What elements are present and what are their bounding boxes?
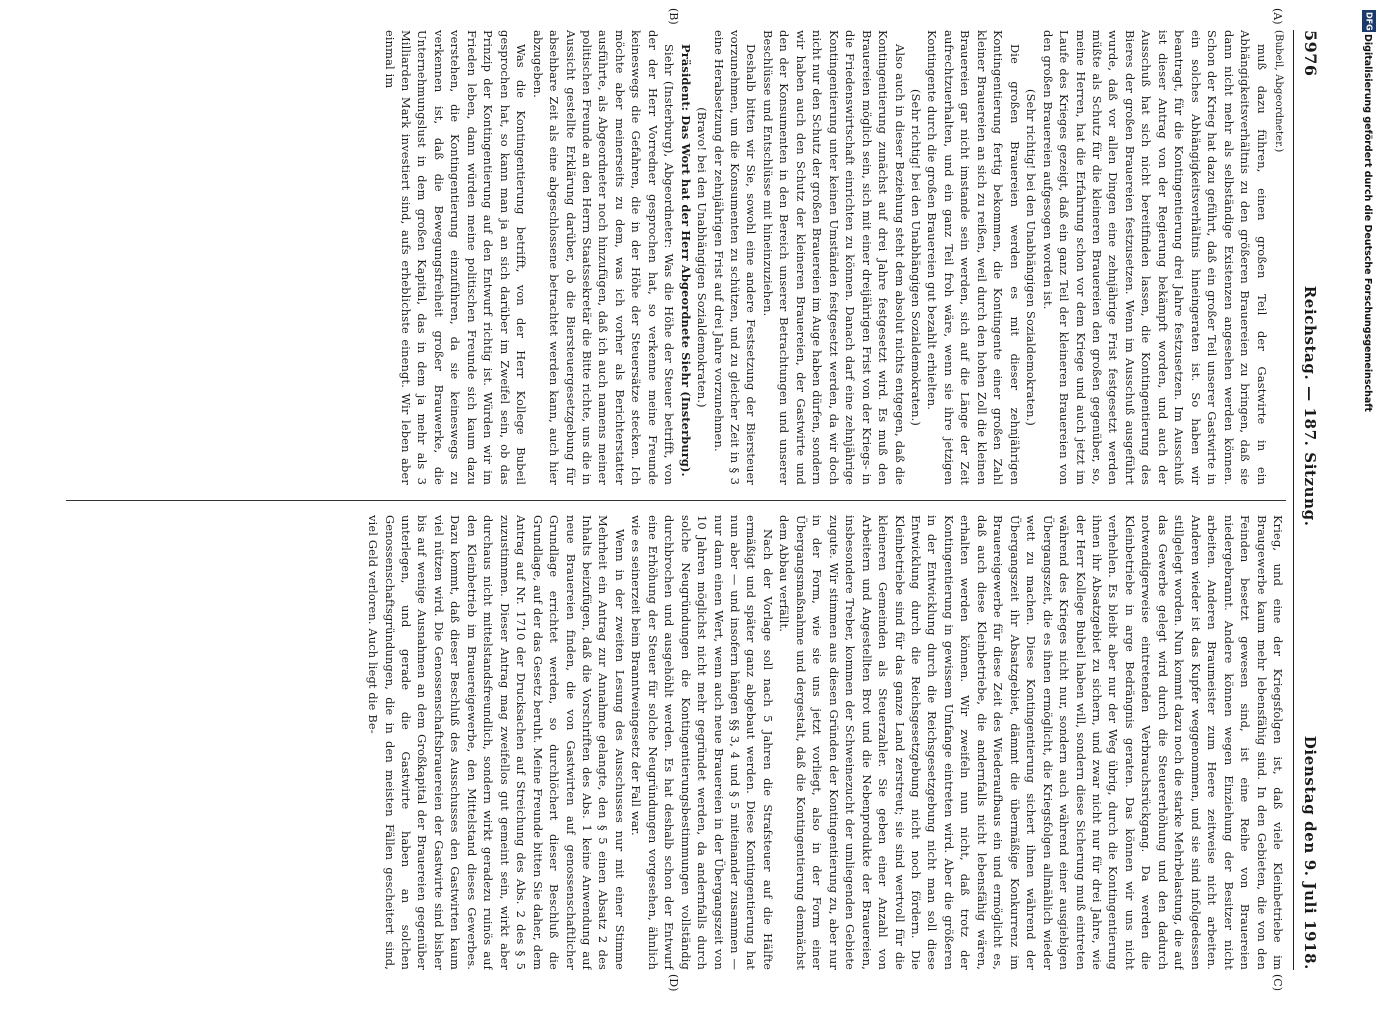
page-number: 5976 <box>1301 30 1320 77</box>
paragraph: Wenn in der zweiten Lesung des Ausschusses nur mit einer Stimme Mehrheit ein Antrag zur Annahme gelangte, den § 5 einen Absatz 2 des Inhalts beizufügen, daß die Vorschriften des Abs. 1 keine Anwendung auf neue Brauereien finden, die von Gastwirten auf genossenschaftlicher Grundlage errichtet werden, so durchlöchert dieser Beschluß die Grundlage, auf der das Gesetz beruht. Meine Freunde bitten Sie daher, dem Antrag auf Nr. 1710 der Drucksachen auf Streichung des Abs. 2 des § 5 zuzustimmen. Dieser Antrag mag zweifellos gut gemeint sein, wirkt aber durchaus nicht mittelstandsfreundlich, sondern wirkt geradezu ruinös auf den Kleinbetrieb im Brauereigewerbe, den Mittelstand dieses Gewerbes. Dazu kommt, daß dieser Beschluß des Ausschusses den Gastwirten kaum viel nützen wird. Die Genossenschaftsbrauereien der Gastwirte sind bisher bis auf wenige Ausnahmen an dem Großkapital der Brauereien gegenüber unterlegen, und gerade die Gastwirte haben an solchen Genossenschaftsgründungen, die in den meisten Fällen gescheitert sind, viel Geld verloren. Auch liegt die Be- <box>366 515 627 970</box>
paragraph: Die großen Brauereien werden es mit dieser zehnjährigen Kontingentierung fertig bekommen, die Kontingente einer großen Zahl kleiner Brauereien an sich zu reißen, weil durch den hohen Zoll die kleinen Brauereien gar nicht imstande sein werden, sich auf die Länge der Zeit aufrechtzuerhalten, und ein ganz Teil froh wäre, wenn sie ihre jetzigen Kontingente durch die großen Brauereien gut bezahlt erhielten. <box>925 30 1022 485</box>
margin-label-c: (C) <box>1271 974 1284 991</box>
interjection: (Bravo! bei den Unabhängigen Sozialdemokraten.) <box>695 107 710 408</box>
paragraph: Deshalb bitten wir Sie, sowohl eine andere Festsetzung der Biersteuer vorzunehmen, um die Konsumenten zu schützen, und zu gleicher Zeit in § 3 eine Herabsetzung der zehnjährigen Frist auf drei Jahre vorzunehmen. <box>711 30 759 485</box>
margin-label-d: (D) <box>667 974 680 992</box>
page-header <box>1296 30 1320 970</box>
digitization-credit <box>1357 8 1377 992</box>
scanned-page <box>50 8 1320 992</box>
margin-label-a: (A) <box>1271 8 1284 25</box>
session-date: Dienstag den 9. Juli 1918. <box>1301 735 1319 970</box>
paragraph: muß dazu führen, einen großen Teil der Gastwirte in ein Abhängigkeitsverhältnis zu den größeren Brauereien zu bringen, daß sie dann nicht mehr als selbständige Existenzen angesehen werden können. Schon der Krieg hat dazu geführt, daß ein großer Teil unserer Gastwirte in ein solches Abhängigkeitsverhältnis hineingeraten ist. So haben wir beantragt, für die Kontingentierung drei Jahre festzusetzen. Im Ausschuß ist dieser Antrag von der Regierung bekämpft worden, und auch der Ausschuß hat sich nicht bereitfinden lassen, die Kontingentierung des Bieres der großen Brauereien festzusetzen. Wenn im Ausschuß ausgeführt wurde, daß vor allen Dingen eine zehnjährige Frist festgesetzt werden müßte als Schutz für die kleineren Brauereien den großen gegenüber, so, meine Herren, hat die Erfahrung schon vor dem Kriege und auch jetzt im Laufe des Krieges gezeigt, daß ein ganz Teil der kleineren Brauereien von den großen Brauereien aufgesogen worden ist. <box>1040 30 1269 485</box>
paragraph: Was die Kontingentierung betrifft, von der Herr Kollege Bubeil gesprochen hat, so kann man ja an sich darüber im Zweifel sein, ob das Prinzip der Kontingentierung auf den Entwurf richtig ist. Würden wir im Frieden leben, dann würden meine politischen Freunde sich kaum dazu verstehen, die Kontingentierung einzuführen, da sie keineswegs zu verkennen ist, daß die Bewegungsfreiheit großer Brauwerke, die Unternehmungslust in dem großen Kapital, das in dem ja mehr als 3 Milliarden Mark investiert sind, aufs erheblichste einengt. Wir leben aber einmal im <box>382 30 529 485</box>
paragraph: Also auch in dieser Beziehung steht dem absolut nichts entgegen, daß die Kontingentierung zunächst auf drei Jahre festgesetzt wird. Es muß den Brauereien möglich sein, sich mit einer dreijährigen Frist von der Kriegs- in die Friedenswirtschaft einrichten zu können. Danach darf eine zehnjährige Kontingentierung unter keinen Umständen festgesetzt werden, da wir doch nicht nur den Schutz der großen Brauereien im Auge haben dürfen, sondern wir haben auch den Schutz der kleineren Brauereien, der Gastwirte und den der Konsumenten in den Bereich unserer Betrachtungen und unserer Beschlüsse und Entschlüsse mit hineinzuziehen. <box>760 30 907 485</box>
paragraph: Siehr (Insterburg), Abgeordneter: Was die Höhe der Steuer betrifft, von der der Herr Vorredner gesprochen hat, so verkenne meine Freunde keineswegs die Gefahren, die in der Höhe der Steuersätze stecken. Ich möchte aber meinerseits zu dem, was ich vorher als Berichterstatter ausführte, als Abgeordneter noch hinzufügen, daß ich auch namens meiner politischen Freunde an den Herrn Staatssekretär die Bitte richte, uns die in Aussicht gestellte Erklärung darüber, ob die Biersteuergesetzgebung für absehbare Zeit als eine abgeschlossene betrachtet werden kann, auch hier abzugeben. <box>530 30 677 485</box>
interjection: (Sehr richtig! bei den Unabhängigen Sozialdemokraten.) <box>909 89 924 426</box>
column-divider <box>66 500 1286 501</box>
president-statement: Präsident: Das Wort hat der Herr Abgeordnete Siehr (Insterburg). <box>678 44 693 477</box>
header-rule <box>1293 30 1294 970</box>
left-column <box>66 30 1286 485</box>
paragraph: Nach der Vorlage soll nach 5 Jahren die Strafsteuer auf die Hälfte ermäßigt und später ganz abgebaut werden. Diese Kontingentierung hat nun aber — und insofern hängen §§ 3, 4 und § 5 miteinander zusammen — nur dann einen Wert, wenn auch neue Brauereien in der Übergangszeit von 10 Jahren möglichst nicht mehr gegründet werden, da andernfalls durch solche Neugründungen die Kontingentierungsbestimmungen vollständig durchbrochen und ausgehöhlt werden. Es hat deshalb schon der Entwurf eine Erhöhung der Steuer für solche Neugründungen vorgesehen, ähnlich wie es seinerzeit beim Branntweingesetz der Fall war. <box>629 515 775 970</box>
margin-label-b: (B) <box>667 8 680 25</box>
paragraph: Krieg, und eine der Kriegsfolgen ist, daß viele Kleinbetriebe im Braugewerbe kaum mehr lebensfähig sind. In den Gebieten, die von den Feinden besetzt gewesen sind, ist eine Reihe von Brauereien niedergebrannt. Andere können wegen Einziehung der Besitzer nicht arbeiten. Anderen Braumeister zum Heere zeitweise nicht arbeiten. Anderen wieder ist das Kupfer weggenommen, und sie sind infolgedessen stillgelegt worden. Nun kommt dazu noch die starke Mehrbelastung, die auf das Gewerbe gelegt wird durch die Steuererhöhung und den dadurch notwendigerweise eintretenden Verbrauchsrückgang. Da werden die Kleinbetriebe in arge Bedrängnis geraten. Das können wir uns nicht verhehlen. Es bleibt aber nur der Weg übrig, durch die Kontingentierung ihnen ihr Absatzgebiet zu sichern, und zwar nicht nur für drei Jahre, wie der Herr Kollege Bubeil haben will, sondern diese Sicherung muß eintreten während des Krieges nicht nur, sondern auch während einer ausgiebigen Übergangszeit, die es ihnen ermöglicht, die Kriegsfolgen allmählich wieder wett zu machen. Diese Kontingentierung sichert ihnen während der Übergangszeit ihr Absatzgebiet, dämmt die übermäßige Konkurrenz im Brauereigewerbe für diese Zeit des Wiederaufbaus ein und ermöglicht es, daß auch diese Kleinbetriebe, die andernfalls nicht lebensfähig wären, erhalten werden können. Wir zweifeln nun nicht, daß trotz der Kontingentierung in gewissem Umfange eintreten wird. Aber die größeren in der Entwicklung durch die Reichsgesetzgebung nicht man soll diese Entwicklung durch die Reichsgesetzgebung nicht noch fördern. Die Kleinbetriebe sind für das ganze Land zerstreut; sie sind wertvoll für die kleineren Gemeinden als Steuerzahler. Sie geben einer Anzahl von Arbeitern und Angestellten Brot und die Nebenprodukte der Brauereien, insbesondere Treber, kommen der Schweinezucht der umliegenden Gebiete zugute. Wir stimmen aus diesen Gründen der Kontingentierung zu, aber nur in der Form, wie sie uns jetzt vorliegt, also in der Form einer Übergangsmaßnahme und dergestalt, daß die Kontingentierung demnächst dem Abbau verfällt. <box>777 515 1285 970</box>
speaker-continued: (Bubeil, Abgeordneter.) <box>1273 30 1284 153</box>
interjection: (Sehr richtig! bei den Unabhängigen Sozialdemokraten.) <box>1024 89 1039 426</box>
right-column <box>66 515 1286 970</box>
dfg-logo: DFG <box>1362 10 1376 32</box>
session-title: Reichstag. — 187. Sitzung. <box>1301 285 1319 527</box>
credit-text: Digitalisierung gefördert durch die Deutsche Forschungsgemeinschaft <box>1362 34 1373 412</box>
